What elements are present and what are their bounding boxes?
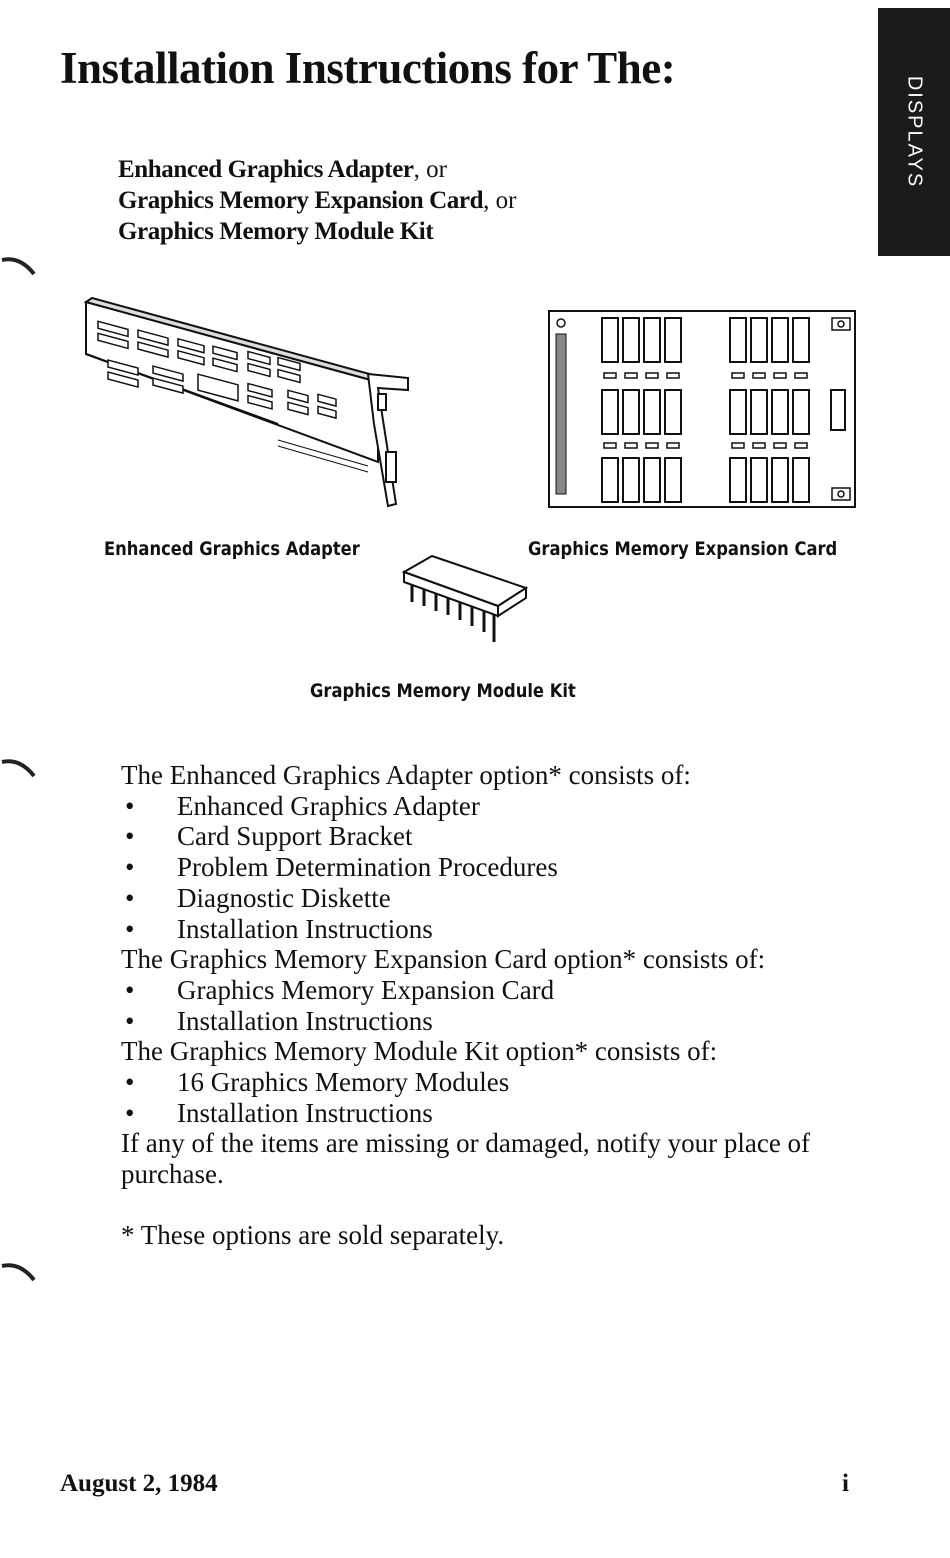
option-name: Graphics Memory Expansion Card [118, 187, 484, 214]
contents-list [121, 791, 881, 945]
list-item-text: Card Support Bracket [177, 821, 413, 852]
list-item-text: Installation Instructions [177, 913, 433, 944]
bullet-marker: • [125, 1097, 135, 1128]
list-item-text: Problem Determination Procedures [177, 852, 558, 883]
memory-module-illustration [398, 552, 532, 656]
list-item [121, 821, 881, 852]
list-item [121, 1006, 881, 1037]
package-contents [121, 760, 881, 1251]
list-item [121, 914, 881, 945]
bullet-marker: • [125, 1005, 135, 1036]
list-item [121, 1067, 881, 1098]
page-title: Installation Instructions for The: [60, 43, 676, 93]
section-tab-label: DISPLAYS [903, 75, 926, 189]
missing-items-note: If any of the items are missing or damaged, notify your place of purchase. [121, 1128, 811, 1190]
option-line [118, 154, 516, 185]
footnote: * These options are sold separately. [121, 1219, 505, 1250]
option-line [118, 185, 516, 216]
list-item [121, 975, 881, 1006]
list-item-text: Graphics Memory Expansion Card [177, 974, 555, 1005]
bullet-marker: • [125, 882, 135, 913]
contents-list [121, 1067, 881, 1128]
list-item [121, 852, 881, 883]
bullet-marker: • [125, 1067, 135, 1098]
list-item-text: 16 Graphics Memory Modules [177, 1067, 510, 1098]
ega-caption: Enhanced Graphics Adapter [104, 538, 360, 560]
list-item-text: Diagnostic Diskette [177, 882, 391, 913]
section-intro: The Graphics Memory Module Kit option* consists of: [121, 1036, 718, 1067]
list-item-text: Installation Instructions [177, 1097, 433, 1128]
list-item-text: Enhanced Graphics Adapter [177, 790, 480, 821]
bullet-marker: • [125, 821, 135, 852]
section-intro: The Enhanced Graphics Adapter option* consists of: [121, 760, 691, 790]
expansion-card-caption: Graphics Memory Expansion Card [528, 538, 838, 560]
option-suffix: , or [483, 187, 517, 214]
margin-mark [0, 1262, 40, 1286]
margin-mark [0, 256, 40, 280]
ega-illustration [78, 294, 418, 514]
bullet-marker: • [125, 913, 135, 944]
page-number: i [842, 1470, 849, 1497]
option-line [118, 216, 516, 247]
expansion-card-illustration [548, 310, 858, 510]
option-name: Enhanced Graphics Adapter [118, 156, 414, 183]
bullet-marker: • [125, 790, 135, 821]
list-item-text: Installation Instructions [177, 1005, 433, 1036]
option-suffix: , or [413, 156, 447, 183]
bullet-marker: • [125, 974, 135, 1005]
footer-date: August 2, 1984 [60, 1470, 218, 1497]
section-intro: The Graphics Memory Expansion Card option* consists of: [121, 944, 766, 975]
section-tab [878, 8, 950, 256]
options-list [118, 154, 516, 247]
margin-mark [0, 758, 40, 782]
option-name: Graphics Memory Module Kit [118, 218, 434, 245]
memory-module-caption: Graphics Memory Module Kit [310, 680, 576, 702]
bullet-marker: • [125, 852, 135, 883]
contents-list [121, 975, 881, 1036]
list-item [121, 1098, 881, 1129]
list-item [121, 883, 881, 914]
list-item [121, 791, 881, 822]
